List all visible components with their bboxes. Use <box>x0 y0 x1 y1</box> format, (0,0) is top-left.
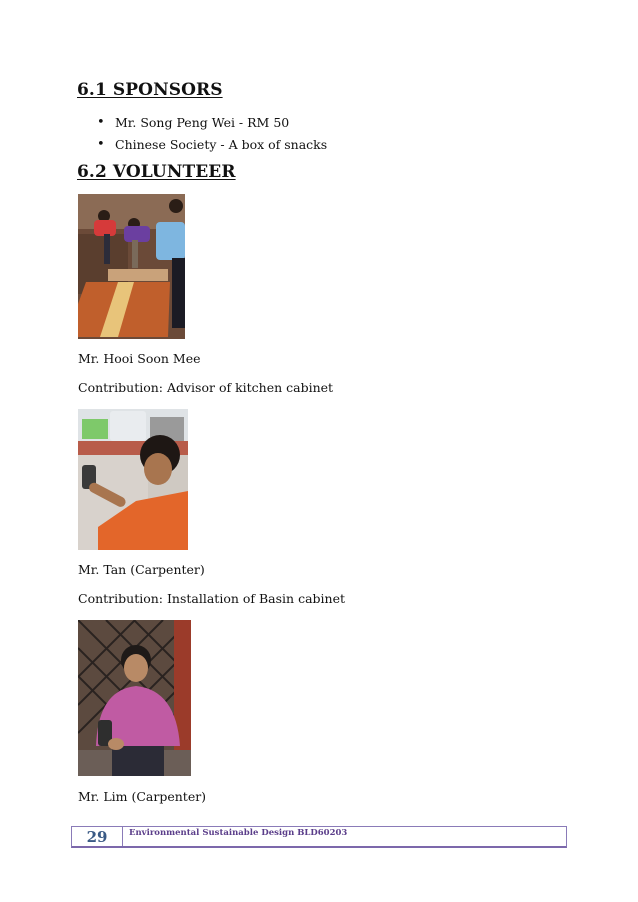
sponsors-list <box>78 114 327 158</box>
volunteer-photo-tan <box>78 409 188 550</box>
volunteer-contribution: Contribution: Advisor of kitchen cabinet <box>78 380 334 395</box>
page-footer <box>71 826 567 848</box>
sponsor-item: • Chinese Society - A box of snacks <box>78 136 327 158</box>
volunteer-name: Mr. Hooi Soon Mee <box>78 351 201 366</box>
volunteer-photo-hooi <box>78 194 185 339</box>
volunteer-name: Mr. Tan (Carpenter) <box>78 562 205 577</box>
page-number: 29 <box>72 827 123 846</box>
sponsor-item: • Mr. Song Peng Wei - RM 50 <box>78 114 327 136</box>
sponsors-heading: 6.1 SPONSORS <box>77 80 223 100</box>
volunteer-photo-lim <box>78 620 191 776</box>
volunteer-name: Mr. Lim (Carpenter) <box>78 789 207 804</box>
footer-title: Environmental Sustainable Design BLD60203 <box>129 828 348 838</box>
volunteer-contribution: Contribution: Installation of Basin cabinet <box>78 591 345 606</box>
volunteer-heading: 6.2 VOLUNTEER <box>77 162 236 182</box>
